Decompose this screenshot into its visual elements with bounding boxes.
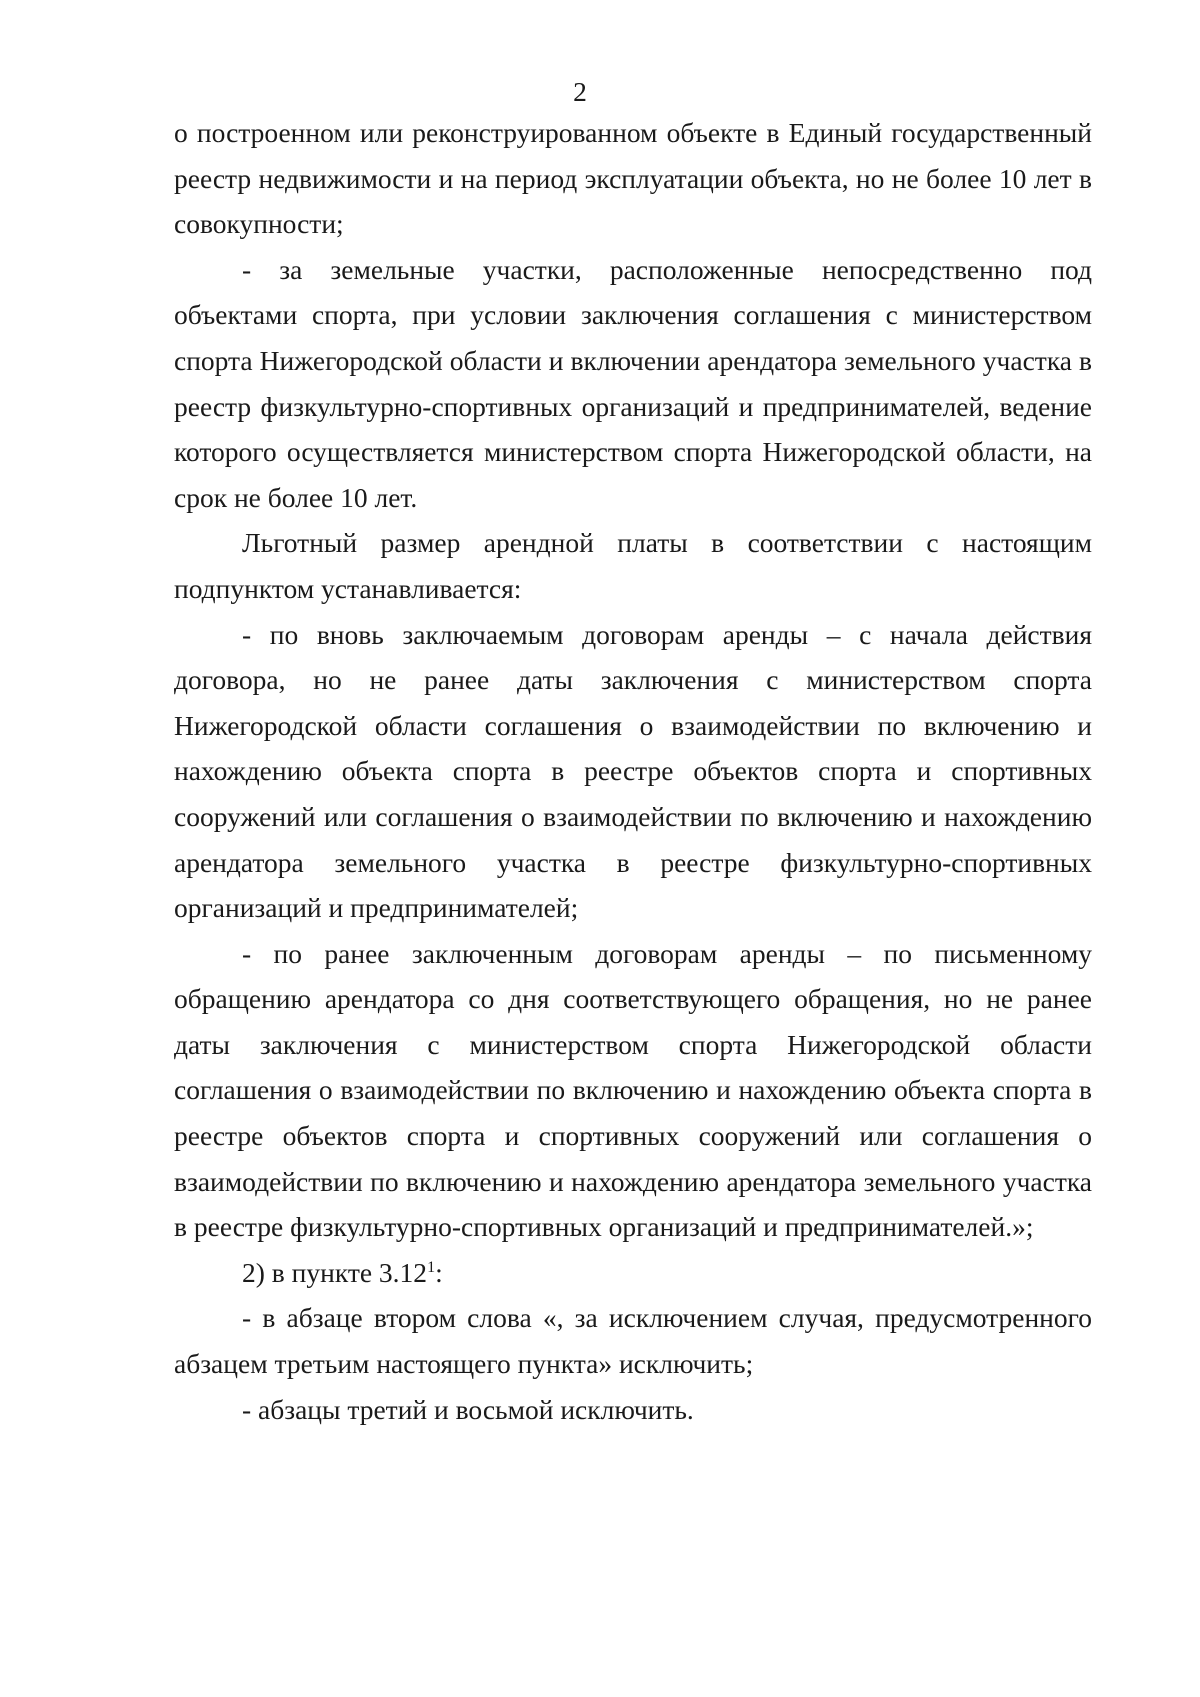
document-body xyxy=(174,110,1092,1432)
paragraph-new-contracts: - по вновь заключаемым договорам аренды – с начала действия договора, но не ранее даты заключения с министерством спорта Нижегородской области соглашения о взаимодействии по включению и нахождению объекта спорта в реестре объектов спорта и спортивных сооружений или соглашения о взаимодействии по включению и нахождению арендатора земельного участка в реестре физкультурно-спортивных организаций и предпринимателей; xyxy=(174,618,1092,924)
paragraph-land-plots: - за земельные участки, расположенные непосредственно под объектами спорта, при условии заключения соглашения с министерством спорта Нижегородской области и включении арендатора земельного участка в реестр физкультурно-спортивных организаций и предпринимателей, ведение которого осуществляется министерством спорта Нижегородской области, на срок не более 10 лет. xyxy=(174,253,1092,513)
item-2-superscript: 1 xyxy=(427,1258,436,1276)
paragraph-third-eighth-abzac: - абзацы третий и восьмой исключить. xyxy=(242,1393,694,1425)
paragraph-continuation: о построенном или реконструированном объекте в Единый государственный реестр недвижимости и на период эксплуатации объекта, но не более 10 лет в совокупности; xyxy=(174,117,1092,240)
paragraph-second-abzac: - в абзаце втором слова «, за исключением случая, предусмотренного абзацем третьим настоящего пункта» исключить; xyxy=(174,1302,1092,1380)
paragraph-preferential-rent: Льготный размер арендной платы в соответствии с настоящим подпунктом устанавливается: xyxy=(174,527,1092,604)
item-2-text: 2) в пункте 3.12 xyxy=(242,1256,428,1288)
paragraph-item-2 xyxy=(174,1250,1092,1296)
paragraph-existing-contracts: - по ранее заключенным договорам аренды – по письменному обращению арендатора со дня соответствующего обращения, но не ранее даты заключения с министерством спорта Нижегородской области соглашения о взаимодействии по включению и нахождению объекта спорта в реестре объектов спорта и спортивных сооружений или соглашения о взаимодействии по включению и нахождению арендатора земельного участка в реестре физкультурно-спортивных организаций и предпринимателей.»; xyxy=(174,937,1092,1243)
page-number: 2 xyxy=(573,76,587,107)
item-2-suffix: : xyxy=(435,1256,443,1288)
